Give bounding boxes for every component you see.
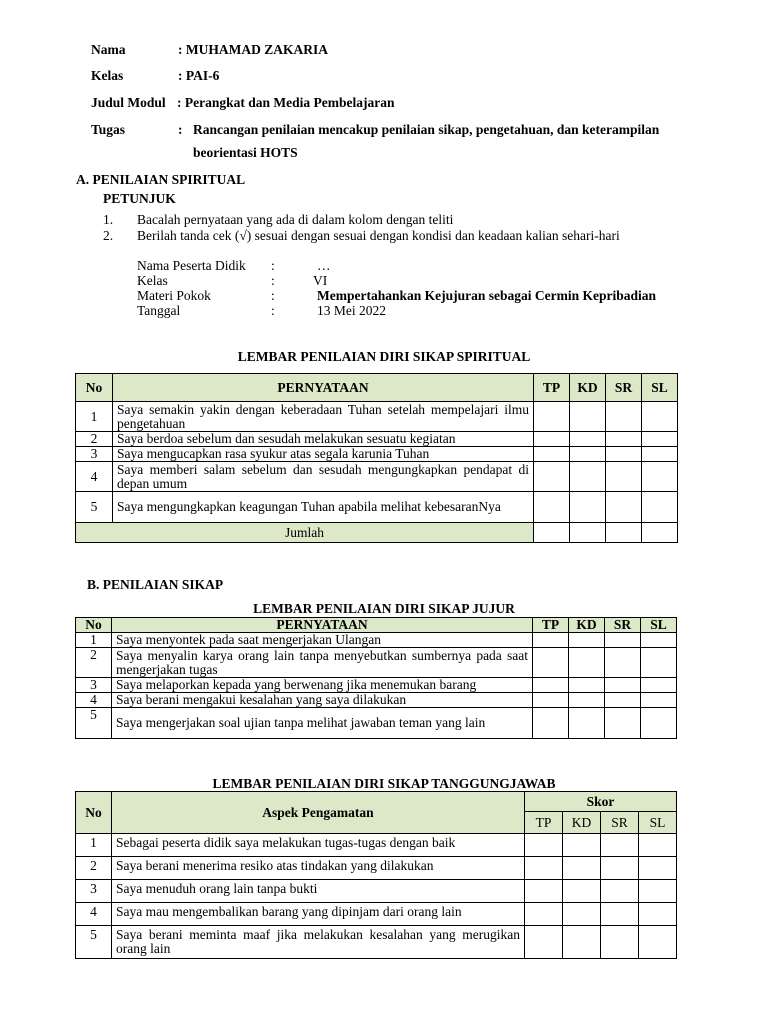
check-cell[interactable] (533, 648, 569, 678)
nama-value: : MUHAMAD ZAKARIA (178, 42, 328, 57)
check-cell[interactable] (570, 432, 606, 447)
check-cell[interactable] (642, 447, 678, 462)
row-text: Saya berani menerima resiko atas tindakan yang dilakukan (112, 857, 525, 880)
table-row (76, 880, 677, 903)
table-row (76, 492, 678, 523)
identity-colon: : (271, 288, 275, 303)
col-sl: SL (641, 618, 677, 633)
jujur-table-title: LEMBAR PENILAIAN DIRI SIKAP JUJUR (253, 601, 515, 616)
tugas-line1: Rancangan penilaian mencakup penilaian sikap, pengetahuan, dan keterampilan (193, 122, 660, 137)
check-cell[interactable] (569, 648, 605, 678)
col-no: No (76, 792, 112, 834)
tugas-label: Tugas (91, 122, 126, 137)
row-text: Saya berdoa sebelum dan sesudah melakukan sesuatu kegiatan (113, 432, 534, 447)
tugas-colon: : (178, 122, 183, 137)
row-text: Saya mengungkapkan keagungan Tuhan apabila melihat kebesaranNya (113, 492, 534, 523)
check-cell[interactable] (639, 857, 677, 880)
col-pernyataan: PERNYATAAN (112, 618, 533, 633)
col-tp: TP (534, 374, 570, 402)
jumlah-cell[interactable] (606, 523, 642, 543)
jujur-table (75, 617, 677, 739)
check-cell[interactable] (641, 708, 677, 739)
check-cell[interactable] (533, 678, 569, 693)
table-row (76, 648, 677, 678)
check-cell[interactable] (606, 462, 642, 492)
check-cell[interactable] (563, 880, 601, 903)
row-no: 3 (76, 678, 112, 693)
col-kd: KD (569, 618, 605, 633)
jumlah-label: Jumlah (76, 523, 534, 543)
check-cell[interactable] (525, 880, 563, 903)
table-row (76, 633, 677, 648)
table-row (76, 447, 678, 462)
judul-value: : Perangkat dan Media Pembelajaran (177, 95, 395, 110)
col-sr: SR (606, 374, 642, 402)
check-cell[interactable] (606, 447, 642, 462)
row-no: 4 (76, 693, 112, 708)
jumlah-cell[interactable] (534, 523, 570, 543)
table-row (76, 834, 677, 857)
row-no: 5 (76, 708, 112, 739)
check-cell[interactable] (606, 492, 642, 523)
col-pernyataan: PERNYATAAN (113, 374, 534, 402)
jumlah-row (76, 523, 678, 543)
row-no: 4 (76, 462, 113, 492)
instruction-num: 1. (103, 212, 114, 227)
spiritual-table-title: LEMBAR PENILAIAN DIRI SIKAP SPIRITUAL (237, 349, 531, 364)
judul-label: Judul Modul (91, 95, 166, 110)
row-text: Saya berani mengakui kesalahan yang saya dilakukan (112, 693, 533, 708)
identity-label: Kelas (137, 273, 168, 288)
row-text: Sebagai peserta didik saya melakukan tugas-tugas dengan baik (112, 834, 525, 857)
table-row (76, 708, 677, 739)
identity-value: VI (313, 273, 328, 288)
identity-label: Nama Peserta Didik (137, 258, 246, 273)
identity-label: Materi Pokok (137, 288, 211, 303)
check-cell[interactable] (525, 834, 563, 857)
table-row (76, 926, 677, 959)
row-no: 3 (76, 880, 112, 903)
check-cell[interactable] (570, 462, 606, 492)
check-cell[interactable] (641, 678, 677, 693)
check-cell[interactable] (563, 926, 601, 959)
row-text: Saya memberi salam sebelum dan sesudah mengungkapkan pendapat di depan umum (113, 462, 534, 492)
identity-colon: : (271, 273, 275, 288)
row-text: Saya berani meminta maaf jika melakukan kesalahan yang merugikan orang lain (112, 926, 525, 959)
col-sl: SL (642, 374, 678, 402)
row-no: 5 (76, 926, 112, 959)
identity-label: Tanggal (137, 303, 181, 318)
nama-label: Nama (91, 42, 126, 57)
check-cell[interactable] (601, 903, 639, 926)
check-cell[interactable] (525, 857, 563, 880)
table-row (76, 693, 677, 708)
check-cell[interactable] (642, 492, 678, 523)
row-no: 1 (76, 633, 112, 648)
check-cell[interactable] (601, 926, 639, 959)
col-tp: TP (533, 618, 569, 633)
check-cell[interactable] (533, 633, 569, 648)
row-text: Saya mengucapkan rasa syukur atas segala karunia Tuhan (113, 447, 534, 462)
col-tp: TP (525, 812, 563, 834)
check-cell[interactable] (641, 648, 677, 678)
check-cell[interactable] (642, 432, 678, 447)
check-cell[interactable] (641, 633, 677, 648)
col-kd: KD (570, 374, 606, 402)
identity-value: Mempertahankan Kejujuran sebagai Cermin Kepribadian (317, 288, 657, 303)
table-row (76, 857, 677, 880)
check-cell[interactable] (563, 857, 601, 880)
check-cell[interactable] (605, 678, 641, 693)
col-sr: SR (605, 618, 641, 633)
kelas-value: : PAI-6 (178, 68, 220, 83)
table-row (76, 402, 678, 432)
row-text: Saya menuduh orang lain tanpa bukti (112, 880, 525, 903)
check-cell[interactable] (642, 402, 678, 432)
check-cell[interactable] (639, 880, 677, 903)
check-cell[interactable] (534, 462, 570, 492)
col-no: No (76, 618, 112, 633)
check-cell[interactable] (534, 402, 570, 432)
check-cell[interactable] (569, 708, 605, 739)
check-cell[interactable] (569, 693, 605, 708)
instruction-text: Berilah tanda cek (√) sesuai dengan sesuai dengan kondisi dan keadaan kalian sehari-hari (137, 228, 620, 243)
section-b-title: B. PENILAIAN SIKAP (87, 577, 224, 592)
check-cell[interactable] (563, 834, 601, 857)
check-cell[interactable] (525, 903, 563, 926)
row-no: 4 (76, 903, 112, 926)
row-no: 5 (76, 492, 113, 523)
row-text: Saya menyalin karya orang lain tanpa menyebutkan sumbernya pada saat mengerjakan tugas (112, 648, 533, 678)
row-text: Saya mau mengembalikan barang yang dipinjam dari orang lain (112, 903, 525, 926)
check-cell[interactable] (639, 834, 677, 857)
col-sr: SR (601, 812, 639, 834)
check-cell[interactable] (525, 926, 563, 959)
identity-colon: : (271, 258, 275, 273)
col-sl: SL (639, 812, 677, 834)
row-text: Saya melaporkan kepada yang berwenang jika menemukan barang (112, 678, 533, 693)
kelas-label: Kelas (91, 68, 124, 83)
identity-colon: : (271, 303, 275, 318)
check-cell[interactable] (642, 462, 678, 492)
check-cell[interactable] (601, 857, 639, 880)
check-cell[interactable] (570, 402, 606, 432)
row-text: Saya semakin yakin dengan keberadaan Tuhan setelah mempelajari ilmu pengetahuan (113, 402, 534, 432)
table-row (76, 462, 678, 492)
spiritual-table (75, 373, 678, 543)
check-cell[interactable] (639, 903, 677, 926)
jumlah-cell[interactable] (642, 523, 678, 543)
check-cell[interactable] (601, 834, 639, 857)
col-no: No (76, 374, 113, 402)
check-cell[interactable] (639, 926, 677, 959)
tanggungjawab-table (75, 791, 677, 959)
check-cell[interactable] (606, 432, 642, 447)
identity-value: … (317, 258, 331, 273)
instruction-num: 2. (103, 228, 114, 243)
table-row (76, 432, 678, 447)
row-text: Saya menyontek pada saat mengerjakan Ulangan (112, 633, 533, 648)
check-cell[interactable] (534, 447, 570, 462)
check-cell[interactable] (601, 880, 639, 903)
section-a-title: A. PENILAIAN SPIRITUAL (76, 172, 246, 187)
col-kd: KD (563, 812, 601, 834)
check-cell[interactable] (563, 903, 601, 926)
row-no: 3 (76, 447, 113, 462)
check-cell[interactable] (606, 402, 642, 432)
table-row (76, 678, 677, 693)
check-cell[interactable] (569, 678, 605, 693)
check-cell[interactable] (569, 633, 605, 648)
identity-value: 13 Mei 2022 (317, 303, 386, 318)
row-no: 2 (76, 648, 112, 678)
row-no: 2 (76, 432, 113, 447)
tugas-line2: beorientasi HOTS (193, 145, 298, 160)
jumlah-cell[interactable] (570, 523, 606, 543)
petunjuk-heading: PETUNJUK (103, 191, 176, 206)
check-cell[interactable] (641, 693, 677, 708)
check-cell[interactable] (534, 432, 570, 447)
table-row (76, 903, 677, 926)
check-cell[interactable] (570, 447, 606, 462)
row-no: 1 (76, 834, 112, 857)
check-cell[interactable] (533, 708, 569, 739)
col-skor: Skor (525, 792, 677, 812)
col-aspek: Aspek Pengamatan (112, 792, 525, 834)
check-cell[interactable] (605, 633, 641, 648)
row-no: 2 (76, 857, 112, 880)
check-cell[interactable] (605, 693, 641, 708)
check-cell[interactable] (570, 492, 606, 523)
check-cell[interactable] (605, 708, 641, 739)
row-no: 1 (76, 402, 113, 432)
row-text: Saya mengerjakan soal ujian tanpa melihat jawaban teman yang lain (112, 708, 533, 739)
check-cell[interactable] (605, 648, 641, 678)
check-cell[interactable] (534, 492, 570, 523)
tanggungjawab-table-title: LEMBAR PENILAIAN DIRI SIKAP TANGGUNGJAWAB (212, 776, 556, 791)
instruction-text: Bacalah pernyataan yang ada di dalam kolom dengan teliti (137, 212, 454, 227)
check-cell[interactable] (533, 693, 569, 708)
